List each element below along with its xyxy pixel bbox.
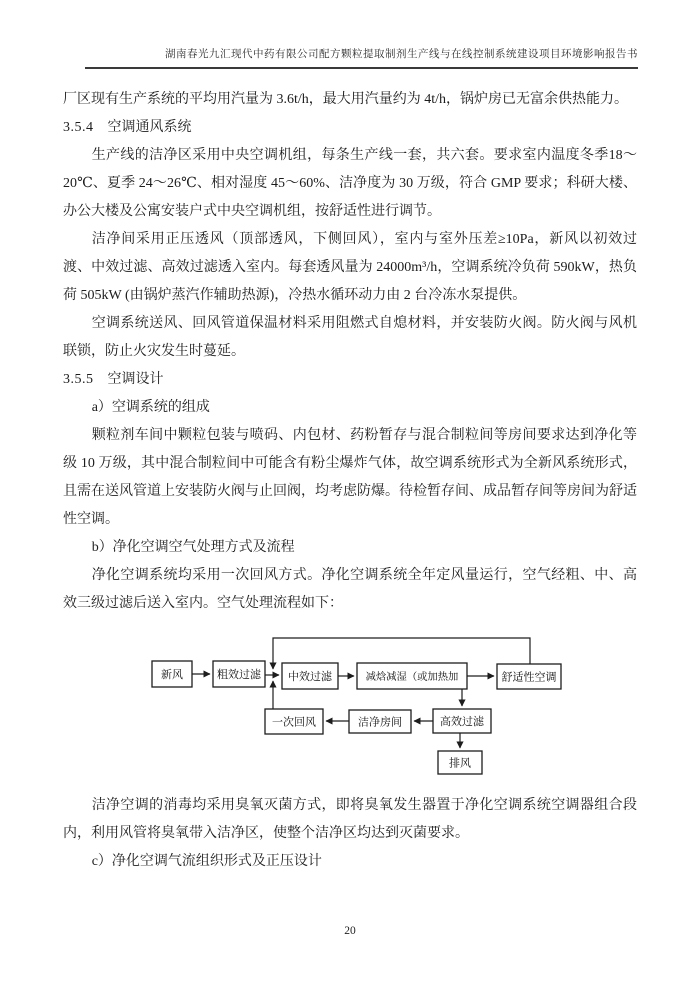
item-c-heading: c）净化空调气流组织形式及正压设计 [91, 854, 322, 869]
fresh-air-label: 新风 [161, 669, 183, 681]
comfort-ac-label: 舒适性空调 [501, 671, 557, 684]
heading-number: 3.5.4 [63, 120, 94, 135]
page-header [85, 44, 638, 69]
para-composition: 颗粒剂车间中颗粒包装与喷码、内包材、药粉暂存与混合制粒间等房间要求达到净化等级 10 万级，其中混合制粒间中可能含有粉尘爆炸气体，故空调系统形式为全新风系统形式，且需在送风管道上安装防火阀与止回阀，均考虑防爆。待检暂存间、成品暂存间等房间为舒适性空调。 [63, 428, 637, 527]
para-clean-area: 生产线的洁净区采用中央空调机组，每条生产线一套，共六套。要求室内温度冬季18～20℃、夏季 24～26℃、相对湿度 45～60%、洁净度为 30 万级，符合 GMP 要求；科研大楼、办公大楼及公寓安装户式中央空调机组，按舒适性进行调节。 [63, 148, 637, 219]
hepa-filter-label: 高效过滤 [440, 716, 484, 728]
para-fire-damper: 空调系统送风、回风管道保温材料采用阻燃式自熄材料，并安装防火阀。防火阀与风机联锁，防止火灾发生时蔓延。 [63, 316, 637, 359]
heading-3-5-5 [63, 366, 637, 394]
dehumidify-label: 减焓减湿（或加热加 [365, 672, 459, 683]
flow-diagram-svg [63, 624, 637, 786]
medium-filter-label: 中效过滤 [288, 671, 332, 683]
para-positive-pressure: 洁净间采用正压透风（顶部透风，下侧回风），室内与室外压差≥10Pa，新风以初效过渡、中效过滤、高效过滤透入室内。每套透风量为 24000m³/h，空调系统冷负荷 590kW，热负荷 505kW (由锅炉蒸汽作辅助热源)，冷热水循环动力由 2 台冷冻水泵提供。 [63, 232, 637, 303]
header-title: 湖南春光九汇现代中药有限公司配方颗粒提取制剂生产线与在线控制系统建设项目环境影响报告书 [165, 49, 638, 60]
page-content [63, 86, 637, 876]
para-air-process: 净化空调系统均采用一次回风方式。净化空调系统全年定风量运行，空气经粗、中、高效三级过滤后送入室内。空气处理流程如下： [63, 568, 637, 611]
air-handling-flow-diagram [63, 624, 637, 786]
exhaust-label: 排风 [449, 757, 471, 770]
para-ozone: 洁净空调的消毒均采用臭氧灭菌方式，即将臭氧发生器置于净化空调系统空调器组合段内，利用风管将臭氧带入洁净区，使整个洁净区均达到灭菌要求。 [63, 798, 637, 841]
page-number: 20 [344, 925, 356, 937]
para-steam-capacity: 厂区现有生产系统的平均用汽量为 3.6t/h，最大用汽量约为 4t/h，锅炉房已无富余供热能力。 [63, 92, 629, 107]
item-a-heading: a）空调系统的组成 [91, 400, 210, 415]
primary-return-label: 一次回风 [272, 716, 316, 729]
coarse-filter-label: 粗效过滤 [217, 669, 261, 681]
item-b-heading: b）净化空调空气处理方式及流程 [91, 540, 295, 555]
heading-3-5-4 [63, 114, 637, 142]
heading-title: 空调通风系统 [107, 120, 192, 135]
page-footer [0, 921, 700, 939]
heading-number: 3.5.5 [63, 372, 94, 387]
clean-room-label: 洁净房间 [358, 716, 402, 729]
flow-boxes [152, 661, 561, 774]
heading-title: 空调设计 [107, 372, 164, 387]
